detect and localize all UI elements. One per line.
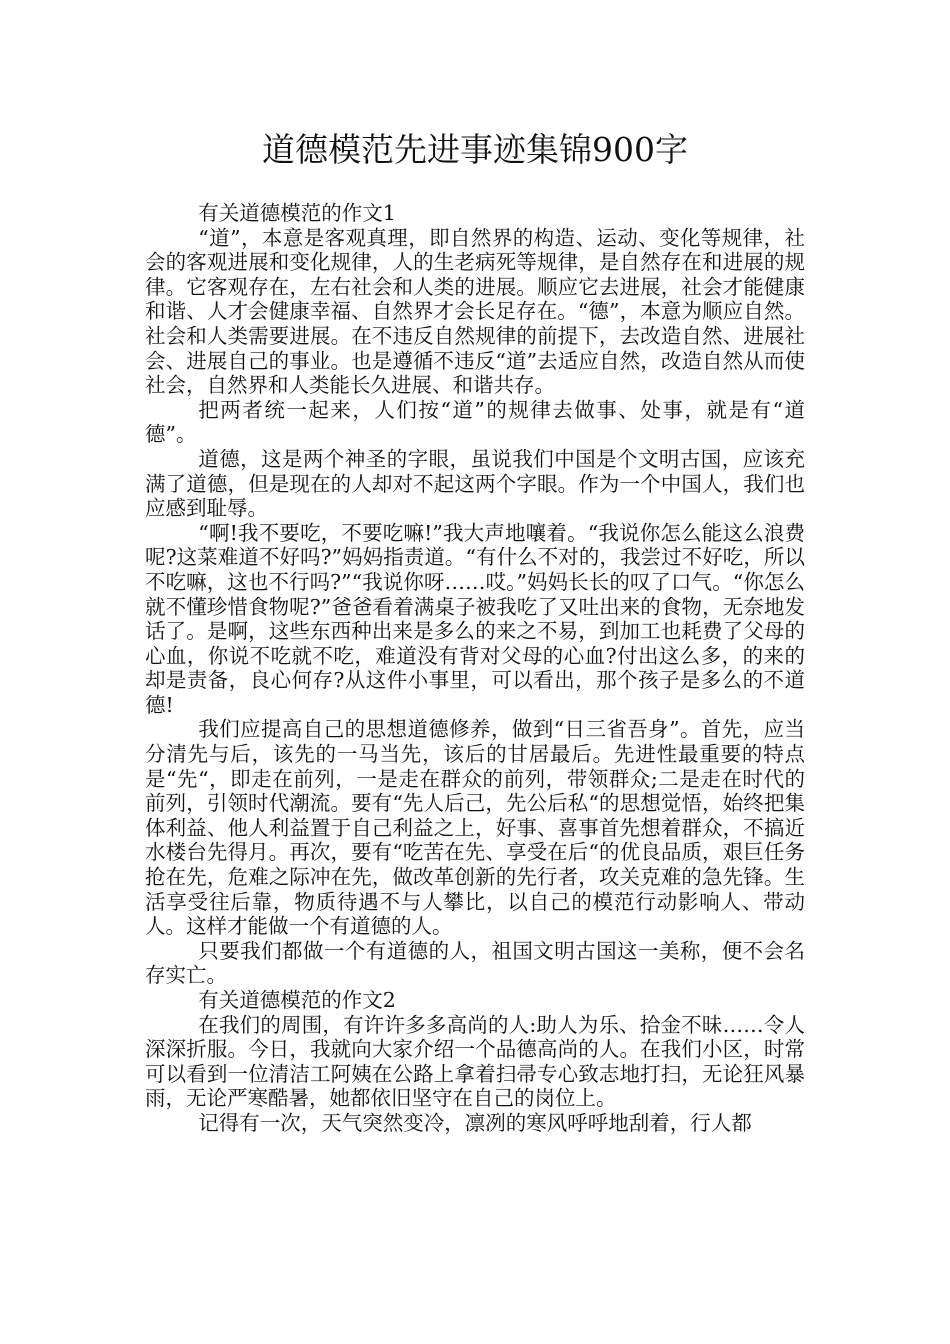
paragraph: “道”，本意是客观真理，即自然界的构造、运动、变化等规律，社会的客观进展和变化规律，人的生老病死等规律，是自然存在和进展的规律。它客观存在，左右社会和人类的进展。顺应它去进展，社会才能健康和谐、人才会健康幸福、自然界才会长足存在。“德”，本意为顺应自然。社会和人类需要进展。在不违反自然规律的前提下，去改造自然、进展社会、进展自己的事业。也是遵循不违反“道”去适应自然，改造自然从而使社会，自然界和人类能长久进展、和谐共存。 bbox=[145, 225, 805, 398]
paragraph: “啊!我不要吃，不要吃嘛!”我大声地嚷着。“我说你怎么能这么浪费呢?这菜难道不好吗?”妈妈指责道。“有什么不对的，我尝过不好吃，所以不吃嘛，这也不行吗?”“我说你呀……哎。”妈妈长长的叹了口气。“你怎么就不懂珍惜食物呢?”爸爸看着满桌子被我吃了又吐出来的食物，无奈地发话了。是啊，这些东西种出来是多么的来之不易，到加工也耗费了父母的心血，你说不吃就不吃，难道没有背对父母的心血?付出这么多，的来的却是责备，良心何存?从这件小事里，可以看出，那个孩子是多么的不道德! bbox=[145, 520, 805, 717]
paragraph: 道德，这是两个神圣的字眼，虽说我们中国是个文明古国，应该充满了道德，但是现在的人却对不起这两个字眼。作为一个中国人，我们也应感到耻辱。 bbox=[145, 446, 805, 521]
paragraph: 我们应提高自己的思想道德修养，做到“日三省吾身”。首先，应当分清先与后，该先的一马当先，该后的甘居最后。先进性最重要的特点是“先“，即走在前列，一是走在群众的前列，带领群众;二是走在时代的前列，引领时代潮流。要有“先人后己，先公后私“的思想觉悟，始终把集体利益、他人利益置于自己利益之上，好事、喜事首先想着群众，不搞近水楼台先得月。再次，要有“吃苦在先、享受在后“的优良品质，艰巨任务抢在先，危难之际冲在先，做改革创新的先行者，攻关克难的急先锋。生活享受往后靠，物质待遇不与人攀比，以自己的模范行动影响人、带动人。这样才能做一个有道德的人。 bbox=[145, 717, 805, 939]
document-title: 道德模范先进事迹集锦900字 bbox=[262, 130, 688, 169]
paragraph: 只要我们都做一个有道德的人，祖国文明古国这一美称，便不会名存实亡。 bbox=[145, 938, 805, 988]
section-heading: 有关道德模范的作文1 bbox=[198, 201, 396, 225]
paragraph: 在我们的周围，有许许多多高尚的人:助人为乐、拾金不昧……令人深深折服。今日，我就向大家介绍一个品德高尚的人。在我们小区，时常可以看到一位清洁工阿姨在公路上拿着扫帚专心致志地打扫，无论狂风暴雨，无论严寒酷暑，她都依旧坚守在自己的岗位上。 bbox=[145, 1012, 805, 1111]
section-heading: 有关道德模范的作文2 bbox=[198, 988, 396, 1012]
paragraph: 记得有一次，天气突然变冷，凛冽的寒风呼呼地刮着，行人都 bbox=[198, 1110, 752, 1135]
document-body bbox=[145, 201, 805, 1136]
paragraph: 把两者统一起来，人们按“道”的规律去做事、处事，就是有“道德”。 bbox=[145, 397, 805, 447]
